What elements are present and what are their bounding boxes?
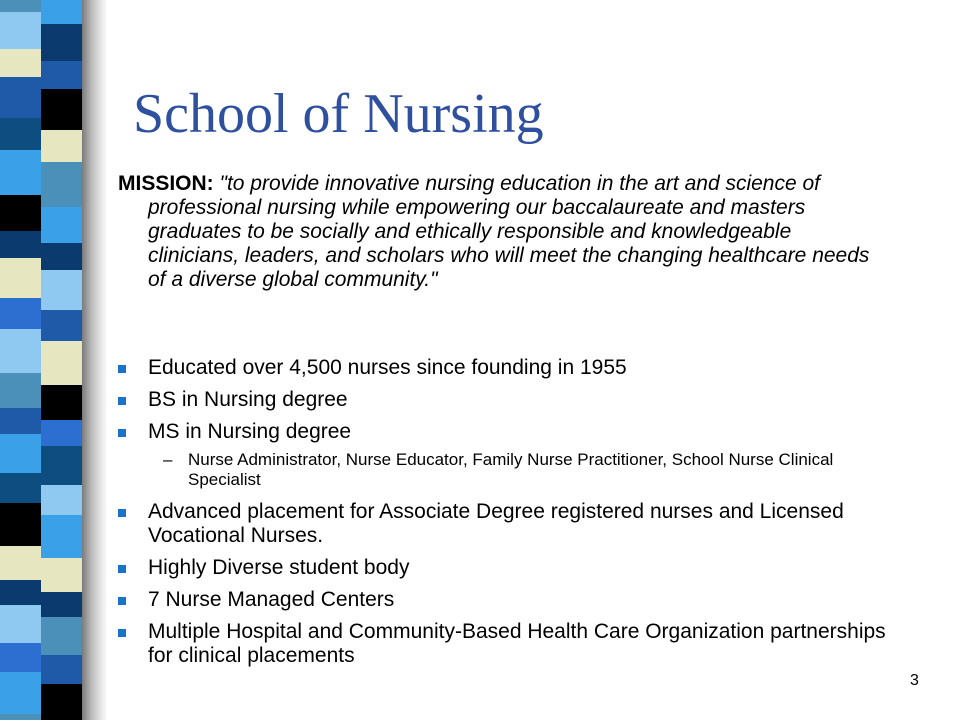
square-bullet-icon bbox=[118, 509, 126, 517]
stripe-cell bbox=[0, 258, 41, 298]
stripe-cell bbox=[41, 684, 82, 720]
stripe-cell bbox=[0, 0, 41, 12]
bullet-text: MS in Nursing degree bbox=[148, 420, 352, 443]
stripe-cell bbox=[41, 385, 82, 420]
list-item bbox=[118, 588, 898, 612]
stripe-cell bbox=[41, 207, 82, 243]
stripe-cell bbox=[41, 162, 82, 207]
list-item bbox=[118, 388, 898, 412]
stripe-cell bbox=[0, 434, 41, 473]
stripe-cell bbox=[41, 558, 82, 592]
stripe-cell bbox=[41, 515, 82, 558]
stripe-cell bbox=[0, 77, 41, 118]
bullet-text: BS in Nursing degree bbox=[148, 388, 348, 411]
bullet-list bbox=[118, 356, 898, 676]
bullet-text: 7 Nurse Managed Centers bbox=[148, 588, 395, 611]
sub-bullet-text: Nurse Administrator, Nurse Educator, Family Nurse Practitioner, School Nurse Clinical Specialist bbox=[188, 450, 834, 489]
bullet-text: Educated over 4,500 nurses since founding in 1955 bbox=[148, 356, 627, 379]
slide-title: School of Nursing bbox=[133, 83, 544, 145]
stripe-cell bbox=[41, 341, 82, 385]
stripe-cell bbox=[0, 643, 41, 672]
stripe-cell bbox=[41, 24, 82, 61]
stripe-cell bbox=[0, 580, 41, 605]
stripe-cell bbox=[41, 61, 82, 89]
stripe-cell bbox=[0, 49, 41, 77]
list-item bbox=[118, 420, 898, 444]
stripe-cell bbox=[0, 408, 41, 434]
stripe-cell bbox=[0, 195, 41, 231]
stripe-cell bbox=[0, 150, 41, 195]
stripe-column-right bbox=[41, 0, 82, 720]
mission-statement bbox=[118, 172, 888, 292]
list-item bbox=[118, 620, 898, 668]
square-bullet-icon bbox=[118, 597, 126, 605]
stripe-cell bbox=[0, 714, 41, 720]
stripe-cell bbox=[41, 270, 82, 310]
stripe-cell bbox=[0, 473, 41, 503]
square-bullet-icon bbox=[118, 429, 126, 437]
stripe-cell bbox=[0, 298, 41, 329]
list-item bbox=[118, 556, 898, 580]
stripe-cell bbox=[41, 655, 82, 684]
sub-list-item bbox=[118, 450, 898, 490]
stripe-cell bbox=[0, 605, 41, 643]
page-number: 3 bbox=[910, 672, 919, 689]
stripe-cell bbox=[41, 310, 82, 341]
square-bullet-icon bbox=[118, 365, 126, 373]
stripe-cell bbox=[0, 373, 41, 408]
decorative-stripe-bar bbox=[0, 0, 108, 720]
dash-bullet-icon: – bbox=[163, 450, 173, 469]
stripe-cell bbox=[0, 503, 41, 546]
stripe-cell bbox=[0, 12, 41, 49]
stripe-bar-shadow bbox=[82, 0, 108, 720]
stripe-cell bbox=[0, 546, 41, 580]
bullet-text: Multiple Hospital and Community-Based Health Care Organization partnerships for clinical placements bbox=[148, 620, 886, 667]
bullet-text: Advanced placement for Associate Degree registered nurses and Licensed Vocational Nurses. bbox=[148, 500, 844, 547]
mission-text: "to provide innovative nursing education in the art and science of professional nursing while empowering our baccalaureate and masters graduates to be socially and ethically responsible and knowledgeable clinicians, leaders, and scholars who will meet the changing healthcare needs of a diverse global community." bbox=[148, 172, 870, 291]
list-item bbox=[118, 500, 898, 548]
stripe-cell bbox=[41, 485, 82, 515]
stripe-cell bbox=[41, 592, 82, 617]
stripe-cell bbox=[41, 617, 82, 655]
square-bullet-icon bbox=[118, 565, 126, 573]
list-item bbox=[118, 356, 898, 380]
stripe-column-left bbox=[0, 0, 41, 720]
mission-label: MISSION: bbox=[118, 172, 214, 195]
stripe-cell bbox=[0, 118, 41, 150]
stripe-cell bbox=[41, 130, 82, 162]
stripe-cell bbox=[41, 89, 82, 130]
stripe-cell bbox=[41, 0, 82, 24]
square-bullet-icon bbox=[118, 629, 126, 637]
stripe-cell bbox=[41, 420, 82, 446]
stripe-cell bbox=[0, 672, 41, 714]
square-bullet-icon bbox=[118, 397, 126, 405]
bullet-text: Highly Diverse student body bbox=[148, 556, 410, 579]
stripe-cell bbox=[0, 231, 41, 258]
stripe-cell bbox=[41, 446, 82, 485]
stripe-cell bbox=[0, 329, 41, 373]
stripe-cell bbox=[41, 243, 82, 270]
